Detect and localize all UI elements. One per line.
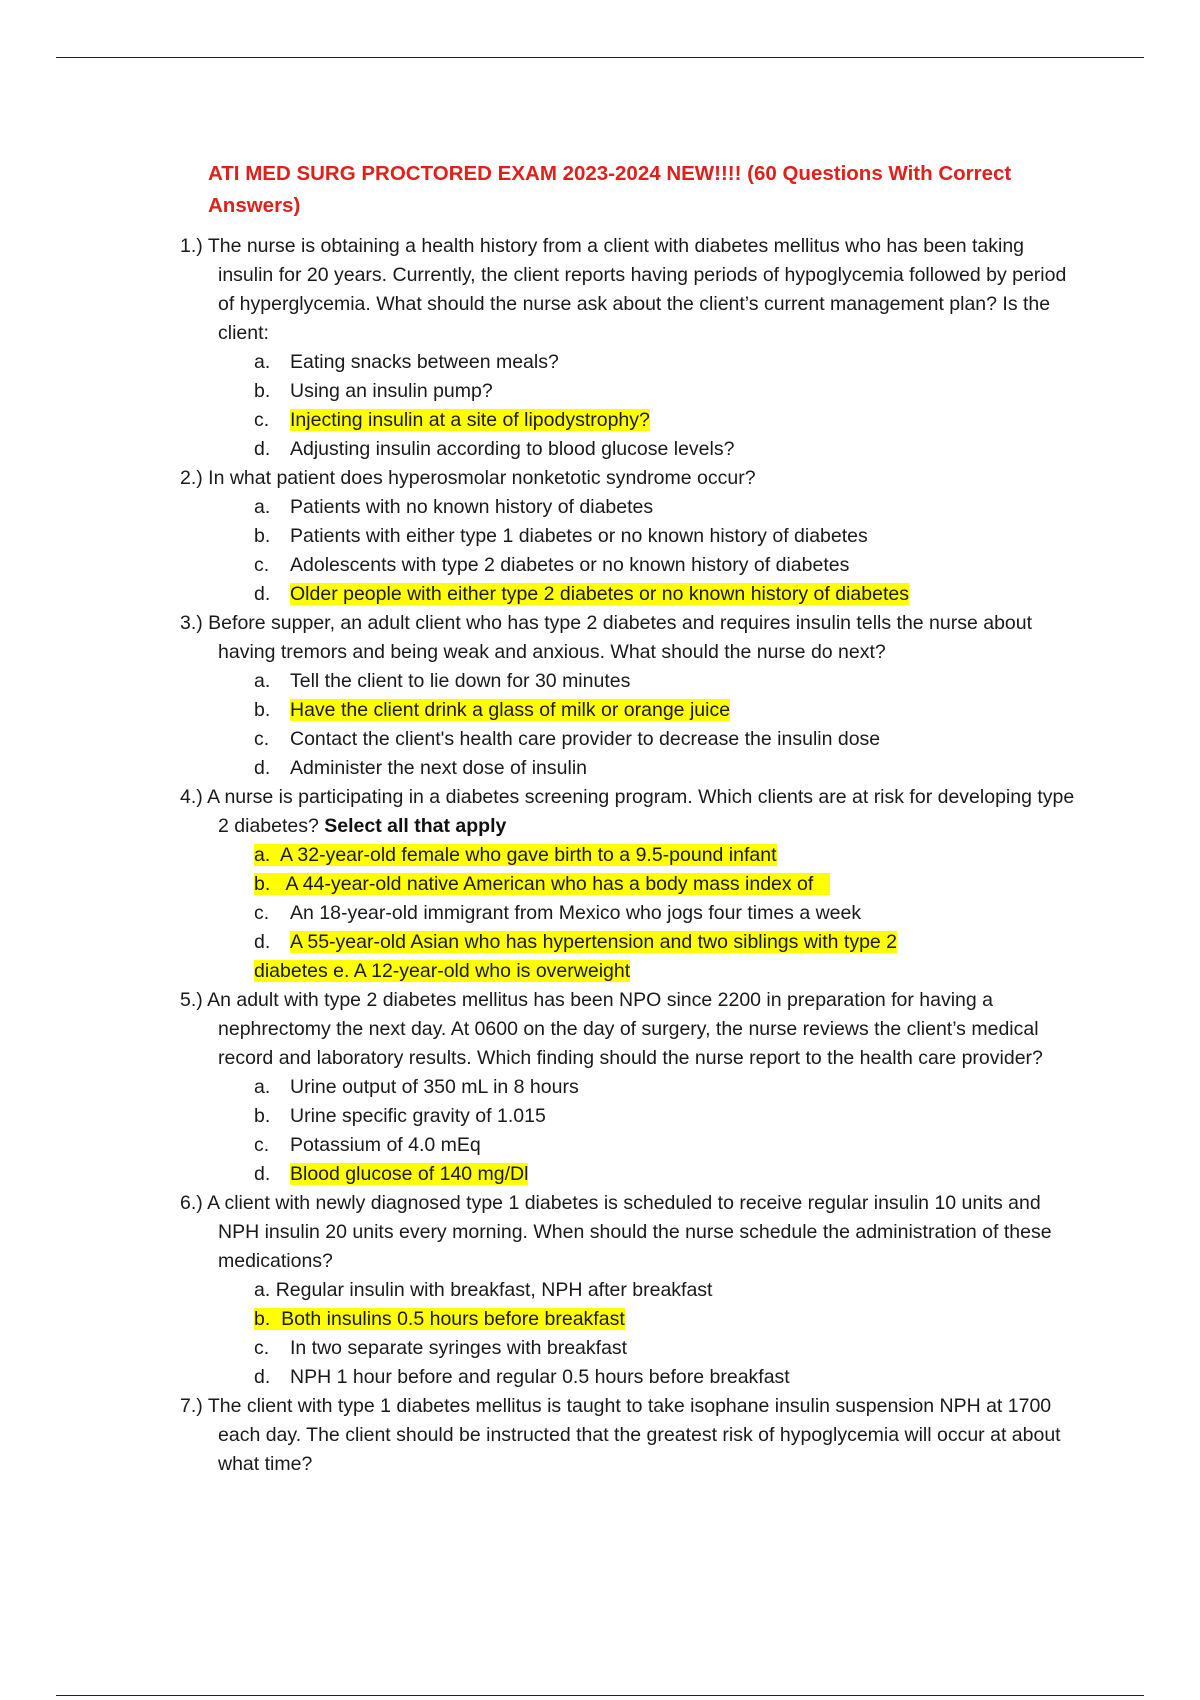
highlighted-answer: diabetes e. A 12-year-old who is overweight bbox=[254, 960, 631, 982]
option-a: a. Eating snacks between meals? bbox=[254, 351, 559, 373]
option-b-correct bbox=[180, 870, 1080, 899]
document-body bbox=[180, 158, 1080, 1479]
highlighted-answer: a. A 32-year-old female who gave birth to a 9.5-pound infant bbox=[254, 844, 777, 866]
option-d: d. Administer the next dose of insulin bbox=[254, 757, 587, 779]
question-2 bbox=[180, 464, 1080, 609]
question-text: 1.) The nurse is obtaining a health history from a client with diabetes mellitus who has been taking insulin for 20 years. Currently, the client reports having periods of hypoglycemia followed by period of hyperglycemia. What should the nurse ask about the client’s current management plan? Is the client: bbox=[180, 235, 1067, 344]
question-5 bbox=[180, 986, 1080, 1189]
highlighted-answer: b. A 44-year-old native American who has a body mass index of bbox=[254, 873, 830, 895]
option-b: b. Urine specific gravity of 1.015 bbox=[254, 1105, 546, 1127]
highlighted-answer: b. Both insulins 0.5 hours before breakfast bbox=[254, 1308, 625, 1330]
option-a: a. Tell the client to lie down for 30 minutes bbox=[254, 670, 631, 692]
option-d-correct: d. A 55-year-old Asian who has hypertension and two siblings with type 2 bbox=[254, 931, 898, 953]
question-4 bbox=[180, 783, 1080, 986]
option-c: c. An 18-year-old immigrant from Mexico who jogs four times a week bbox=[254, 902, 862, 924]
highlighted-answer: Have the client drink a glass of milk or orange juice bbox=[290, 699, 731, 721]
option-a-correct bbox=[180, 841, 1080, 870]
option-b-correct: b. Have the client drink a glass of milk or orange juice bbox=[254, 699, 731, 721]
option-c: c. Contact the client's health care provider to decrease the insulin dose bbox=[254, 728, 881, 750]
question-7 bbox=[180, 1392, 1080, 1479]
highlighted-answer: Injecting insulin at a site of lipodystrophy? bbox=[290, 409, 650, 431]
option-d-correct: d. Older people with either type 2 diabetes or no known history of diabetes bbox=[254, 583, 909, 605]
option-b: b. Patients with either type 1 diabetes or no known history of diabetes bbox=[254, 525, 868, 547]
question-1 bbox=[180, 232, 1080, 464]
option-d-correct: d. Blood glucose of 140 mg/Dl bbox=[254, 1163, 529, 1185]
question-text: 3.) Before supper, an adult client who has type 2 diabetes and requires insulin tells the nurse about having tremors and being weak and anxious. What should the nurse do next? bbox=[180, 612, 1033, 663]
option-d: d. NPH 1 hour before and regular 0.5 hours before breakfast bbox=[254, 1366, 790, 1388]
option-b-correct bbox=[180, 1305, 1080, 1334]
highlighted-answer: Older people with either type 2 diabetes or no known history of diabetes bbox=[290, 583, 909, 605]
option-a: a. Regular insulin with breakfast, NPH after breakfast bbox=[254, 1279, 713, 1301]
option-c: c. Adolescents with type 2 diabetes or no known history of diabetes bbox=[254, 554, 850, 576]
page-title: ATI MED SURG PROCTORED EXAM 2023-2024 NEW!!!! (60 Questions With Correct Answers) bbox=[208, 162, 1012, 217]
highlighted-answer: Blood glucose of 140 mg/Dl bbox=[290, 1163, 529, 1185]
header-rule bbox=[56, 57, 1144, 58]
option-d: d. Adjusting insulin according to blood glucose levels? bbox=[254, 438, 735, 460]
select-all-instruction: Select all that apply bbox=[324, 815, 507, 837]
option-c-correct: c. Injecting insulin at a site of lipodystrophy? bbox=[254, 409, 650, 431]
question-text: 2.) In what patient does hyperosmolar nonketotic syndrome occur? bbox=[180, 467, 756, 489]
highlighted-answer: A 55-year-old Asian who has hypertension and two siblings with type 2 bbox=[290, 931, 898, 953]
question-text: 5.) An adult with type 2 diabetes mellitus has been NPO since 2200 in preparation for having a nephrectomy the next day. At 0600 on the day of surgery, the nurse reviews the client’s medical record and laboratory results. Which finding should the nurse report to the health care provider? bbox=[180, 989, 1043, 1069]
question-3 bbox=[180, 609, 1080, 783]
question-6 bbox=[180, 1189, 1080, 1392]
question-text: 7.) The client with type 1 diabetes mellitus is taught to take isophane insulin suspension NPH at 1700 each day. The client should be instructed that the greatest risk of hypoglycemia will occur at about what time? bbox=[180, 1395, 1061, 1475]
question-text: 4.) A nurse is participating in a diabetes screening program. Which clients are at risk for developing type 2 diabetes? Select all that apply bbox=[180, 786, 1075, 837]
option-a: a. Urine output of 350 mL in 8 hours bbox=[254, 1076, 579, 1098]
option-a: a. Patients with no known history of diabetes bbox=[254, 496, 654, 518]
footer-rule bbox=[56, 1695, 1144, 1696]
option-b: b. Using an insulin pump? bbox=[254, 380, 493, 402]
option-e-continuation bbox=[180, 957, 1080, 986]
option-c: c. In two separate syringes with breakfast bbox=[254, 1337, 628, 1359]
option-c: c. Potassium of 4.0 mEq bbox=[254, 1134, 481, 1156]
question-text: 6.) A client with newly diagnosed type 1 diabetes is scheduled to receive regular insulin 10 units and NPH insulin 20 units every morning. When should the nurse schedule the administration of these medications? bbox=[180, 1192, 1052, 1272]
